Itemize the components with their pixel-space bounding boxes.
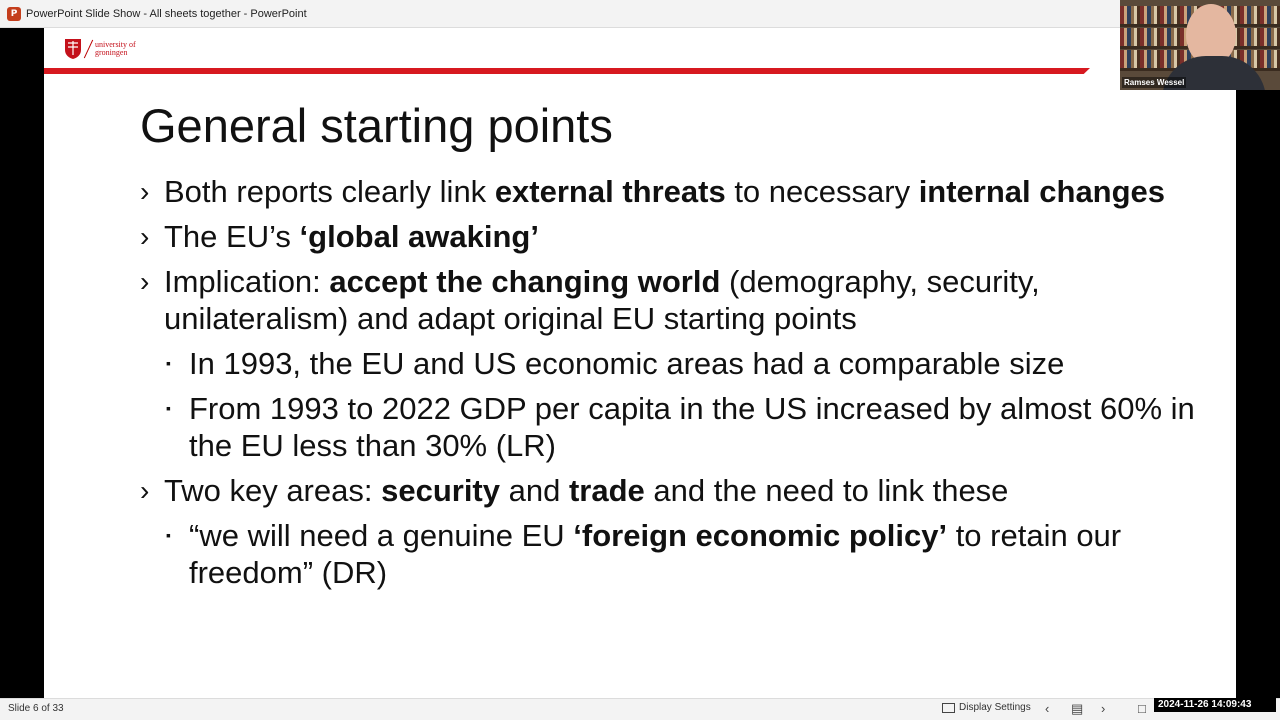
bullet-item	[140, 263, 1220, 337]
bullet-text-bold: accept the changing world	[329, 264, 721, 299]
slideshow-statusbar	[0, 698, 1280, 720]
bullet-list	[140, 173, 1220, 599]
header-band	[44, 68, 1090, 74]
bullet-text: Implication:	[164, 264, 330, 299]
window-title: PowerPoint Slide Show - All sheets together - PowerPoint	[26, 7, 307, 20]
powerpoint-icon: P	[7, 7, 21, 21]
recording-timestamp: 2024-11-26 14:09:43	[1154, 698, 1276, 712]
bullet-item	[140, 390, 1220, 464]
logo-line-1: university of	[95, 40, 136, 49]
square-bullet-icon: ▪	[166, 400, 171, 416]
slide-sorter-icon[interactable]: ▤	[1071, 701, 1084, 716]
chevron-right-icon: ›	[140, 176, 150, 207]
bullet-item	[140, 173, 1220, 210]
bullet-text-bold: internal changes	[918, 174, 1166, 209]
chevron-right-icon: ›	[140, 221, 150, 252]
bullet-item	[140, 517, 1220, 591]
slide-counter: Slide 6 of 33	[8, 703, 64, 714]
bullet-text-bold: trade	[568, 473, 645, 508]
bullet-text-bold: ‘foreign economic policy’	[573, 518, 948, 553]
slide-title: General starting points	[140, 99, 613, 152]
webcam-name-label: Ramses Wessel	[1124, 78, 1185, 87]
monitor-icon	[942, 703, 955, 713]
display-settings-label: Display Settings	[959, 702, 1031, 713]
normal-view-icon[interactable]: □	[1138, 701, 1146, 716]
slide-canvas[interactable]	[44, 28, 1236, 698]
bullet-text: to necessary	[725, 174, 919, 209]
next-slide-icon[interactable]: ›	[1101, 701, 1106, 716]
display-settings-button[interactable]	[942, 702, 1031, 713]
letterbox-left	[0, 28, 44, 698]
bullet-text: In 1993, the EU and US economic areas had a comparable size	[189, 346, 1065, 381]
previous-slide-icon[interactable]: ‹	[1045, 701, 1050, 716]
logo-line-2: groningen	[95, 48, 128, 57]
bullet-item	[140, 472, 1220, 509]
bullet-item	[140, 218, 1220, 255]
bullet-text: and	[500, 473, 569, 508]
bullet-text-bold: ‘global awaking’	[299, 219, 539, 254]
webcam-overlay	[1120, 0, 1280, 90]
bullet-text: “we will need a genuine EU	[189, 518, 574, 553]
bullet-text-bold: external threats	[494, 174, 726, 209]
crest-icon	[64, 38, 82, 60]
letterbox-right	[1236, 28, 1280, 698]
bullet-item	[140, 345, 1220, 382]
square-bullet-icon: ▪	[166, 355, 171, 371]
bullet-text: The EU’s	[164, 219, 300, 254]
bullet-text: to retain our freedom” (DR)	[189, 518, 1122, 590]
window-titlebar	[0, 0, 1280, 28]
bullet-text: (demography, security, unilateralism) and adapt original EU starting points	[164, 264, 1040, 336]
chevron-right-icon: ›	[140, 475, 150, 506]
chevron-right-icon: ›	[140, 266, 150, 297]
bullet-text: Both reports clearly link	[164, 174, 495, 209]
bullet-text: From 1993 to 2022 GDP per capita in the US increased by almost 60% in the EU less than 30% (LR)	[189, 391, 1195, 463]
logo-text	[95, 41, 136, 57]
square-bullet-icon: ▪	[166, 527, 171, 543]
bullet-text: and the need to link these	[644, 473, 1009, 508]
university-logo	[64, 38, 136, 60]
logo-divider	[84, 40, 93, 59]
bullet-text-bold: security	[381, 473, 500, 508]
bullet-text: Two key areas:	[164, 473, 382, 508]
